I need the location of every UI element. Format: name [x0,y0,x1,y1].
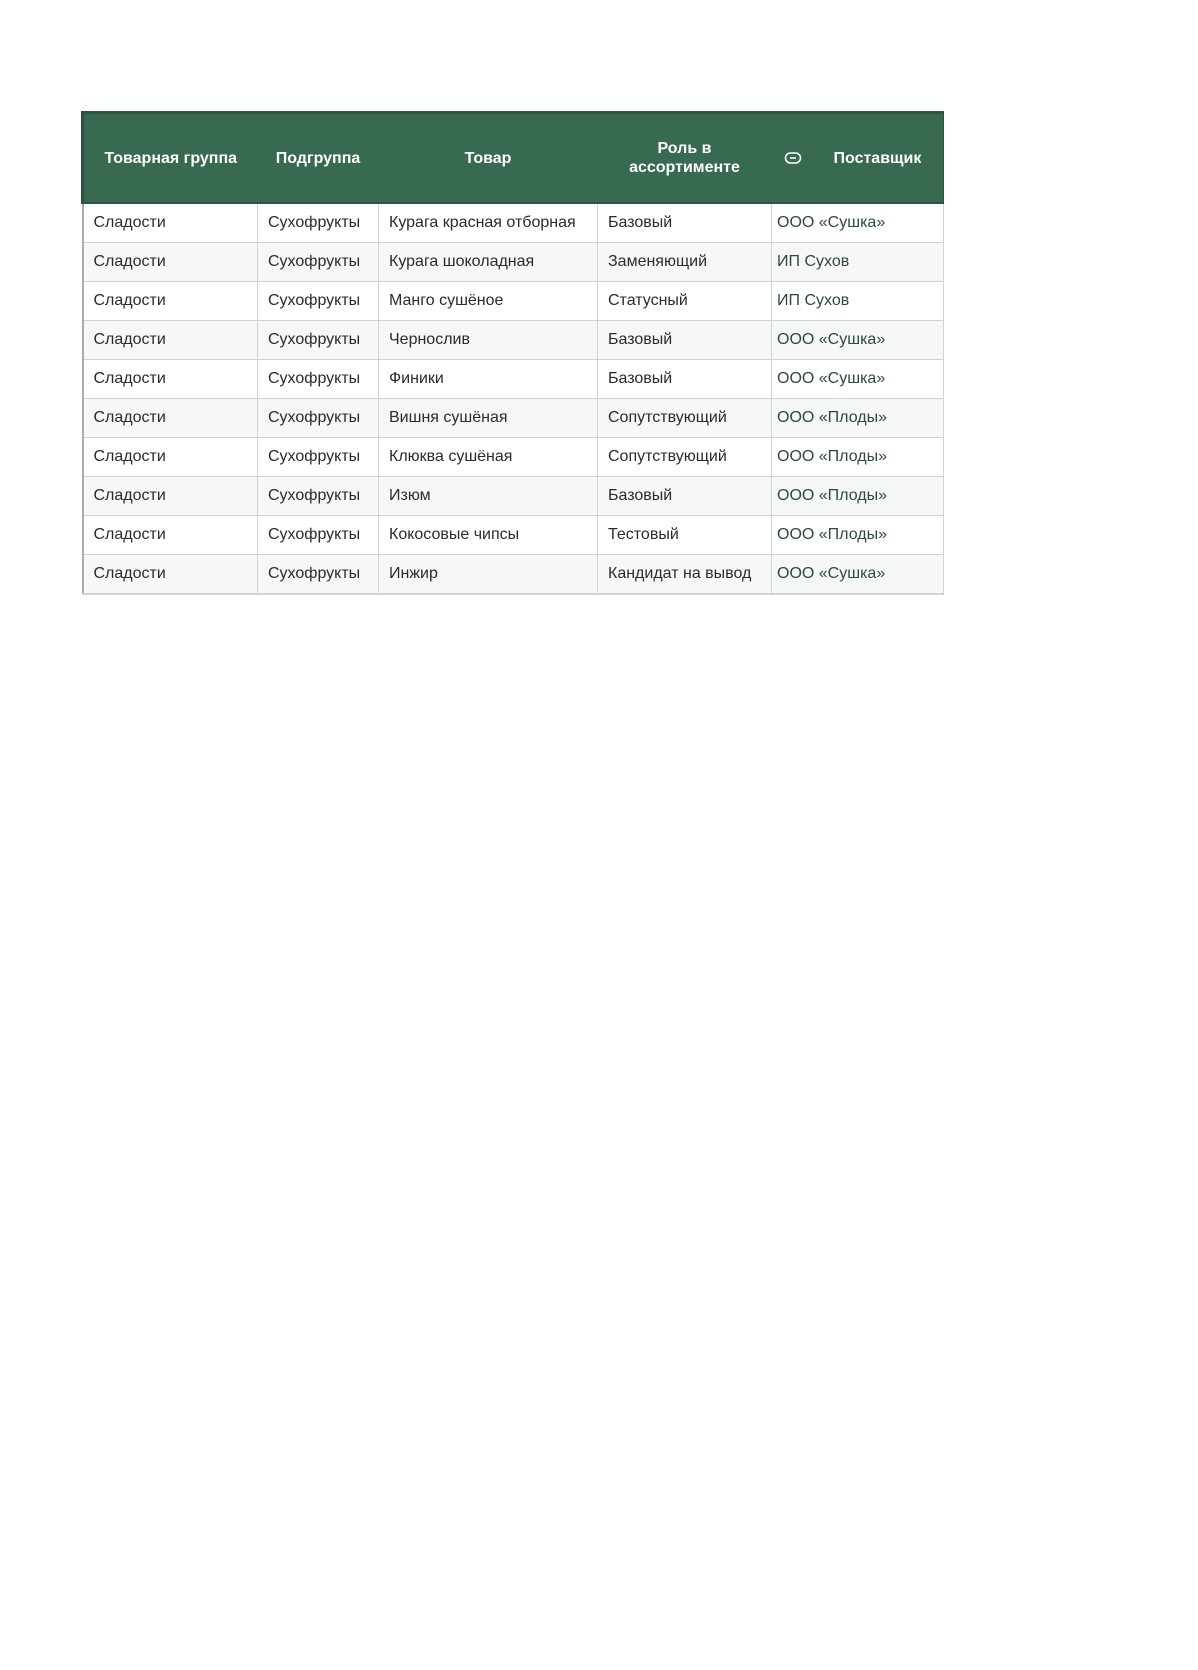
cell-product[interactable]: Финики [379,360,598,399]
cell-group[interactable]: Сладости [83,282,258,321]
table-body [83,203,944,594]
cell-supplier[interactable]: ООО «Плоды» [772,399,944,438]
products-table [81,111,944,595]
cell-supplier[interactable]: ООО «Плоды» [772,438,944,477]
cell-product[interactable]: Клюква сушёная [379,438,598,477]
table-row [83,243,944,282]
cell-supplier[interactable]: ИП Сухов [772,243,944,282]
cell-product[interactable]: Изюм [379,477,598,516]
header-supplier-cell[interactable] [772,113,944,204]
cell-subgroup[interactable]: Сухофрукты [258,321,379,360]
cell-group[interactable]: Сладости [83,438,258,477]
cell-role[interactable]: Кандидат на вывод [598,555,772,595]
header-supplier: Поставщик [833,149,922,167]
cell-role[interactable]: Базовый [598,321,772,360]
cell-subgroup[interactable]: Сухофрукты [258,243,379,282]
table-row [83,555,944,595]
cell-supplier[interactable]: ООО «Сушка» [772,321,944,360]
cell-subgroup[interactable]: Сухофрукты [258,477,379,516]
cell-subgroup[interactable]: Сухофрукты [258,555,379,595]
cell-group[interactable]: Сладости [83,477,258,516]
cell-group[interactable]: Сладости [83,243,258,282]
cell-group[interactable]: Сладости [83,516,258,555]
cell-role[interactable]: Сопутствующий [598,438,772,477]
header-row [83,113,944,204]
cell-product[interactable]: Кокосовые чипсы [379,516,598,555]
header-subgroup[interactable]: Подгруппа [258,113,379,204]
cell-supplier[interactable]: ООО «Сушка» [772,555,944,595]
spreadsheet [81,111,942,595]
table-row [83,282,944,321]
cell-supplier[interactable]: ООО «Плоды» [772,516,944,555]
table-row [83,477,944,516]
cell-subgroup[interactable]: Сухофрукты [258,438,379,477]
cell-product[interactable]: Курага красная отборная [379,203,598,243]
table-row [83,438,944,477]
cell-role[interactable]: Тестовый [598,516,772,555]
cell-group[interactable]: Сладости [83,555,258,595]
cell-product[interactable]: Чернослив [379,321,598,360]
cell-product[interactable]: Курага шоколадная [379,243,598,282]
cell-subgroup[interactable]: Сухофрукты [258,203,379,243]
link-icon[interactable] [782,149,804,167]
table-row [83,203,944,243]
table-row [83,399,944,438]
cell-role[interactable]: Статусный [598,282,772,321]
cell-supplier[interactable]: ООО «Сушка» [772,360,944,399]
cell-group[interactable]: Сладости [83,321,258,360]
header-role[interactable]: Роль в ассортименте [598,113,772,204]
cell-subgroup[interactable]: Сухофрукты [258,516,379,555]
cell-product[interactable]: Вишня сушёная [379,399,598,438]
cell-product[interactable]: Манго сушёное [379,282,598,321]
table-row [83,360,944,399]
cell-supplier[interactable]: ООО «Плоды» [772,477,944,516]
header-product[interactable]: Товар [379,113,598,204]
header-group[interactable]: Товарная группа [83,113,258,204]
cell-supplier[interactable]: ООО «Сушка» [772,203,944,243]
cell-group[interactable]: Сладости [83,203,258,243]
table-row [83,516,944,555]
cell-role[interactable]: Базовый [598,203,772,243]
table-row [83,321,944,360]
cell-role[interactable]: Заменяющий [598,243,772,282]
cell-subgroup[interactable]: Сухофрукты [258,399,379,438]
cell-subgroup[interactable]: Сухофрукты [258,360,379,399]
cell-role[interactable]: Сопутствующий [598,399,772,438]
cell-role[interactable]: Базовый [598,360,772,399]
cell-product[interactable]: Инжир [379,555,598,595]
cell-supplier[interactable]: ИП Сухов [772,282,944,321]
cell-role[interactable]: Базовый [598,477,772,516]
cell-subgroup[interactable]: Сухофрукты [258,282,379,321]
cell-group[interactable]: Сладости [83,399,258,438]
cell-group[interactable]: Сладости [83,360,258,399]
